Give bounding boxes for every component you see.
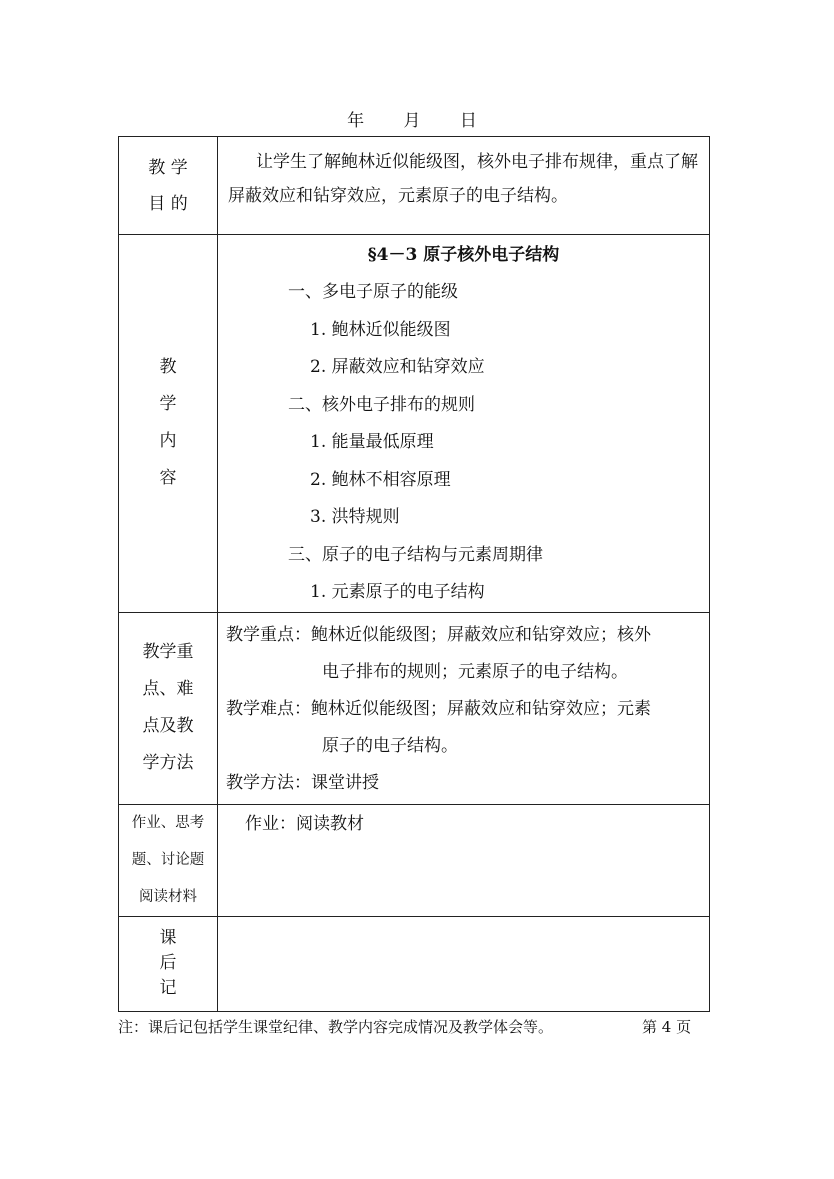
objective-label-line2: 目 的 xyxy=(148,193,188,214)
afterclass-row xyxy=(119,916,710,1011)
keypoints-label-line: 学方法 xyxy=(142,753,194,773)
homework-text: 作业：阅读教材 xyxy=(218,804,710,916)
homework-label-line: 题、讨论题 xyxy=(131,851,205,868)
outline-item: 1. 能量最低原理 xyxy=(310,432,434,452)
outline-item: 2. 鲍林不相容原理 xyxy=(310,469,451,490)
difficult-points-line1: 鲍林近似能级图；屏蔽效应和钻穿效应；元素 xyxy=(311,698,651,719)
afterclass-notes xyxy=(218,916,710,1011)
footer xyxy=(118,1016,708,1037)
section-title: §4－3 原子核外电子结构 xyxy=(367,245,560,265)
key-points-line2: 电子排布的规则；元素原子的电子结构。 xyxy=(322,661,628,682)
keypoints-body xyxy=(218,612,710,804)
footer-note: 注：课后记包括学生课堂纪律、教学内容完成情况及教学体会等。 xyxy=(118,1018,554,1036)
keypoints-label-line: 点、难 xyxy=(142,679,194,699)
objective-label xyxy=(119,137,218,235)
keypoints-label-line: 点及教 xyxy=(142,716,194,736)
year-label: 年 xyxy=(347,111,367,131)
key-points-heading: 教学重点： xyxy=(226,624,311,645)
afterclass-label-char: 课 xyxy=(159,928,177,948)
outline-heading: 二、核外电子排布的规则 xyxy=(288,394,475,415)
key-points-line1: 鲍林近似能级图；屏蔽效应和钻穿效应；核外 xyxy=(311,624,651,645)
content-label xyxy=(119,235,218,613)
keypoints-label-line: 教学重 xyxy=(142,642,194,662)
afterclass-label-char: 记 xyxy=(159,978,177,998)
date-line xyxy=(118,106,708,131)
afterclass-label-char: 后 xyxy=(159,953,177,973)
objective-row xyxy=(119,137,710,235)
homework-row xyxy=(119,804,710,916)
homework-label-line: 作业、思考 xyxy=(131,814,205,831)
month-label: 月 xyxy=(403,111,423,131)
page-number: 第 4 页 xyxy=(642,1018,692,1036)
outline-item: 2. 屏蔽效应和钻穿效应 xyxy=(310,357,485,377)
keypoints-label xyxy=(119,612,218,804)
content-label-char: 内 xyxy=(159,431,177,452)
outline-heading: 三、原子的电子结构与元素周期律 xyxy=(288,544,543,565)
outline-item: 3. 洪特规则 xyxy=(310,507,400,527)
difficult-points xyxy=(226,691,703,728)
teaching-method: 教学方法：课堂讲授 xyxy=(226,772,379,793)
difficult-points-line2: 原子的电子结构。 xyxy=(322,735,458,756)
homework-label xyxy=(119,804,218,916)
difficult-points-heading: 教学难点： xyxy=(226,698,311,719)
objective-label-line1: 教 学 xyxy=(148,157,188,178)
outline-item: 1. 元素原子的电子结构 xyxy=(310,582,485,602)
homework-label-line: 阅读材料 xyxy=(139,888,197,905)
key-points xyxy=(226,617,703,654)
objective-text: 让学生了解鲍林近似能级图，核外电子排布规律，重点了解屏蔽效应和钻穿效应，元素原子的电子结构。 xyxy=(218,137,710,235)
keypoints-row xyxy=(119,612,710,804)
lesson-plan-table xyxy=(118,136,710,1012)
content-label-char: 学 xyxy=(159,394,177,415)
outline-item: 1. 鲍林近似能级图 xyxy=(310,319,451,340)
content-row xyxy=(119,235,710,613)
day-label: 日 xyxy=(459,111,479,131)
outline-heading: 一、多电子原子的能级 xyxy=(288,282,458,302)
content-label-char: 容 xyxy=(159,468,177,489)
content-body xyxy=(218,235,710,613)
content-label-char: 教 xyxy=(159,357,177,378)
afterclass-label xyxy=(119,916,218,1011)
